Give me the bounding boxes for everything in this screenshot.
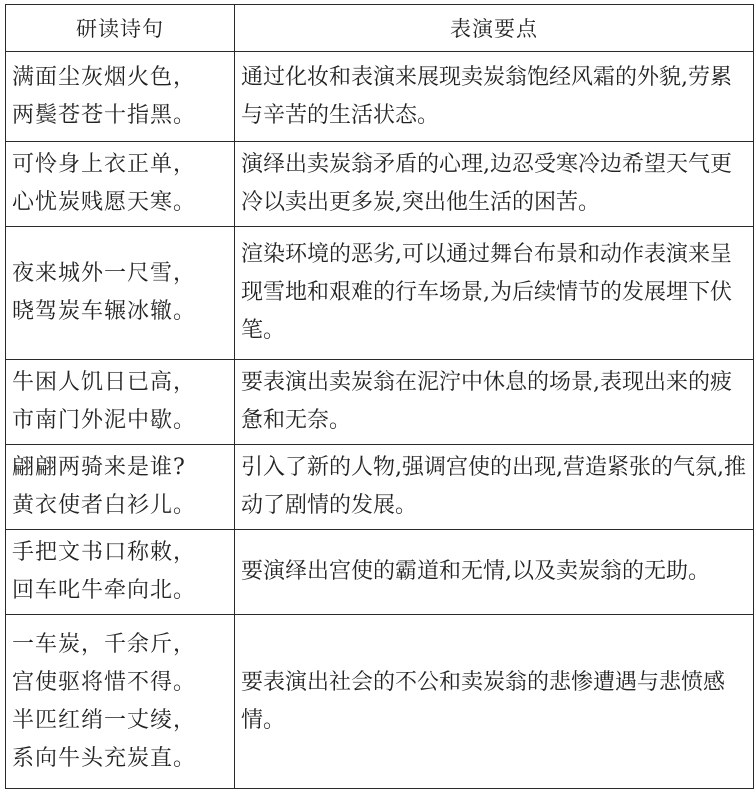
verse-cell [6, 142, 235, 227]
performance-note-cell [235, 445, 754, 530]
performance-note-cell [235, 142, 754, 227]
poem-performance-table [5, 4, 754, 789]
performance-note: 要表演出卖炭翁在泥泞中休息的场景,表现出来的疲惫和无奈。 [241, 370, 732, 433]
performance-note: 演绎出卖炭翁矛盾的心理,边忍受寒冷边希望天气更冷以卖出更多炭,突出他生活的困苦。 [241, 152, 732, 215]
verse-line: 半匹红绡一丈绫， [12, 707, 197, 733]
table-row [6, 615, 754, 789]
verse-line: 回车叱牛牵向北。 [12, 578, 197, 603]
table-row [6, 360, 754, 445]
verse-line: 市南门外泥中歇。 [12, 408, 197, 433]
performance-note-cell [235, 227, 754, 360]
table-row [6, 445, 754, 530]
table-row [6, 52, 754, 142]
verse-line: 黄衣使者白衫儿。 [12, 493, 197, 518]
verse-line: 牛困人饥日已高， [12, 370, 197, 395]
verse-line: 两鬓苍苍十指黑。 [12, 102, 197, 128]
table-row [6, 142, 754, 227]
verse-line: 晓驾炭车辗冰辙。 [12, 299, 197, 324]
verse-line: 一车炭，千余斤， [12, 631, 197, 657]
performance-note-cell [235, 360, 754, 445]
column-header-verse: 研读诗句 [6, 5, 235, 52]
verse-cell [6, 360, 235, 445]
performance-note-cell [235, 615, 754, 789]
verse-cell [6, 615, 235, 789]
verse-line: 宫使驱将惜不得。 [12, 669, 197, 695]
verse-line: 系向牛头充炭直。 [12, 745, 197, 771]
verse-cell [6, 52, 235, 142]
verse-line: 心忧炭贱愿天寒。 [12, 190, 197, 215]
performance-note-cell [235, 530, 754, 615]
performance-note: 要演绎出宫使的霸道和无情,以及卖炭翁的无助。 [241, 559, 710, 584]
performance-note-cell [235, 52, 754, 142]
verse-line: 手把文书口称敕， [12, 540, 197, 565]
column-header-performance-points: 表演要点 [235, 5, 754, 52]
performance-note: 渲染环境的恶劣,可以通过舞台布景和动作表演来呈现雪地和艰难的行车场景,为后续情节的发展埋下伏笔。 [241, 242, 732, 343]
verse-cell [6, 445, 235, 530]
verse-line: 翩翩两骑来是谁? [12, 455, 186, 480]
performance-note: 要表演出社会的不公和卖炭翁的悲惨遭遇与悲愤感情。 [241, 669, 726, 733]
performance-note: 通过化妆和表演来展现卖炭翁饱经风霜的外貌,劳累与辛苦的生活状态。 [241, 64, 732, 128]
table-row [6, 227, 754, 360]
verse-cell [6, 530, 235, 615]
verse-cell [6, 227, 235, 360]
table-header-row [6, 5, 754, 52]
verse-line: 满面尘灰烟火色， [12, 64, 197, 90]
verse-line: 夜来城外一尺雪， [12, 261, 197, 286]
table-row [6, 530, 754, 615]
performance-note: 引入了新的人物,强调宫使的出现,营造紧张的气氛,推动了剧情的发展。 [241, 455, 746, 518]
verse-line: 可怜身上衣正单， [12, 152, 197, 177]
